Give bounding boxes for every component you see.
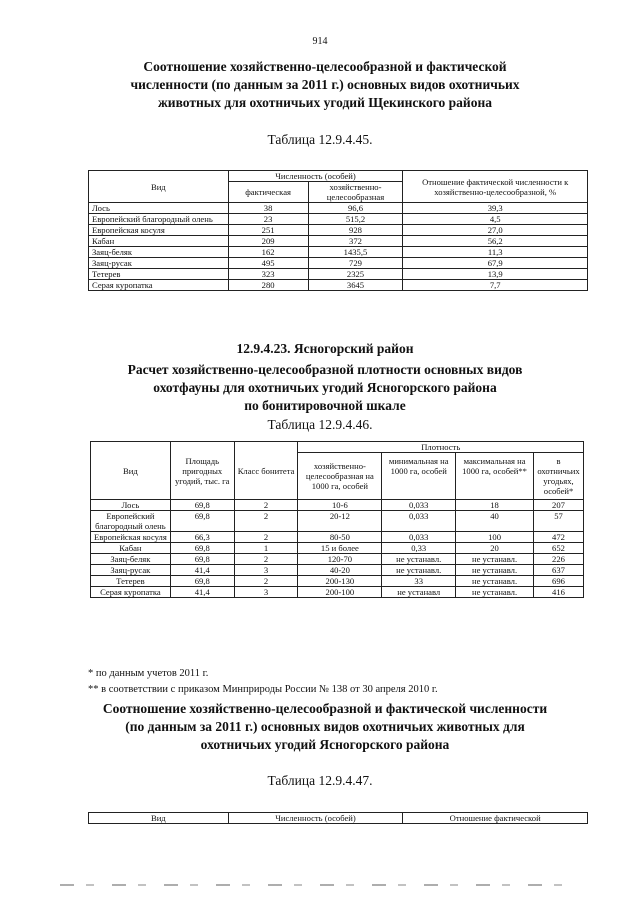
table-row — [91, 532, 584, 543]
cell-class: 2 — [234, 554, 298, 565]
cell-ratio: 13,9 — [403, 269, 588, 280]
cell-class: 3 — [234, 587, 298, 598]
col-header-species: Вид — [89, 171, 229, 203]
cell-in-lands: 652 — [533, 543, 583, 554]
cell-in-lands: 416 — [533, 587, 583, 598]
table-row — [89, 236, 588, 247]
cell-optimal: 2325 — [308, 269, 403, 280]
cell-species: Европейский благородный олень — [91, 511, 171, 532]
cell-actual: 162 — [228, 247, 308, 258]
cell-min-density: не устанавл. — [382, 565, 456, 576]
section3-title-line: Соотношение хозяйственно-целесообразной и фактической численности — [102, 701, 548, 716]
cell-in-lands: 696 — [533, 576, 583, 587]
table-row — [89, 225, 588, 236]
cell-class: 2 — [234, 576, 298, 587]
cell-max-density: не устанавл. — [456, 565, 534, 576]
cell-area: 66,3 — [170, 532, 234, 543]
cell-area: 69,8 — [170, 500, 234, 511]
table-row — [91, 587, 584, 598]
cell-max-density: не устанавл. — [456, 576, 534, 587]
cell-class: 2 — [234, 500, 298, 511]
cell-min-density: 33 — [382, 576, 456, 587]
cell-species: Тетерев — [91, 576, 171, 587]
cell-species: Европейский благородный олень — [89, 214, 229, 225]
cell-max-density: не устанавл. — [456, 587, 534, 598]
cell-min-density: не устанавл — [382, 587, 456, 598]
table-row — [89, 247, 588, 258]
cell-optimal: 96,6 — [308, 203, 403, 214]
table-row — [89, 280, 588, 291]
cell-class: 2 — [234, 532, 298, 543]
cell-max-density: 40 — [456, 511, 534, 532]
table-row — [91, 576, 584, 587]
cell-area: 41,4 — [170, 587, 234, 598]
cell-optimal-density: 200-100 — [298, 587, 382, 598]
table-row — [89, 214, 588, 225]
section2-title-line: охотфауны для охотничьих угодий Ясногорского района — [153, 380, 497, 395]
cell-max-density: 20 — [456, 543, 534, 554]
cell-optimal-density: 120-70 — [298, 554, 382, 565]
section2-title-line: по бонитировочной шкале — [244, 398, 406, 413]
table-row — [91, 511, 584, 532]
table-12-9-4-45 — [88, 170, 588, 291]
col-header-max-density: максимальная на 1000 га, особей** — [456, 453, 534, 500]
cell-optimal: 3645 — [308, 280, 403, 291]
cell-species: Тетерев — [89, 269, 229, 280]
table-row — [91, 554, 584, 565]
cell-species: Заяц-беляк — [91, 554, 171, 565]
col-header-ratio: Отношение фактической — [403, 813, 588, 824]
table-row — [89, 203, 588, 214]
table-12-9-4-47 — [88, 812, 588, 824]
table-row — [91, 565, 584, 576]
section2-table-caption: Таблица 12.9.4.46. — [267, 417, 373, 432]
cell-species: Заяц-беляк — [89, 247, 229, 258]
cell-ratio: 56,2 — [403, 236, 588, 247]
cell-area: 69,8 — [170, 511, 234, 532]
cell-max-density: 18 — [456, 500, 534, 511]
cell-in-lands: 226 — [533, 554, 583, 565]
cell-min-density: не устанавл. — [382, 554, 456, 565]
col-header-optimal-density: хозяйственно-целесообразная на 1000 га, особей — [298, 453, 382, 500]
cell-class: 3 — [234, 565, 298, 576]
cell-species: Европейская косуля — [89, 225, 229, 236]
cell-area: 41,4 — [170, 565, 234, 576]
cell-optimal: 1435,5 — [308, 247, 403, 258]
section2-heading: 12.9.4.23. Ясногорский район — [236, 341, 414, 356]
cell-actual: 38 — [228, 203, 308, 214]
cell-class: 2 — [234, 511, 298, 532]
cell-area: 69,8 — [170, 576, 234, 587]
cell-area: 69,8 — [170, 554, 234, 565]
col-header-count-group: Численность (особей) — [228, 813, 403, 824]
cell-max-density: не устанавл. — [456, 554, 534, 565]
cell-actual: 323 — [228, 269, 308, 280]
section1-table-caption: Таблица 12.9.4.45. — [267, 132, 373, 147]
cell-actual: 280 — [228, 280, 308, 291]
cell-ratio: 7,7 — [403, 280, 588, 291]
cell-class: 1 — [234, 543, 298, 554]
cell-optimal: 372 — [308, 236, 403, 247]
section1-title-line: животных для охотничьих угодий Щекинского района — [158, 95, 492, 110]
col-header-area: Площадь пригодных угодий, тыс. га — [170, 442, 234, 500]
cell-species: Лось — [91, 500, 171, 511]
cell-in-lands: 472 — [533, 532, 583, 543]
table-row — [91, 543, 584, 554]
section3-table-caption: Таблица 12.9.4.47. — [267, 773, 373, 788]
cell-min-density: 0,033 — [382, 511, 456, 532]
cell-ratio: 27,0 — [403, 225, 588, 236]
table-12-9-4-46 — [90, 441, 584, 598]
footnote: * по данным учетов 2011 г. — [88, 668, 209, 679]
cell-actual: 495 — [228, 258, 308, 269]
scan-artifact — [60, 884, 580, 886]
table-row — [89, 269, 588, 280]
cell-ratio: 39,3 — [403, 203, 588, 214]
cell-actual: 251 — [228, 225, 308, 236]
footnote: ** в соответствии с приказом Минприроды России № 138 от 30 апреля 2010 г. — [88, 684, 438, 695]
col-header-density-group: Плотность — [298, 442, 584, 453]
cell-optimal: 928 — [308, 225, 403, 236]
cell-max-density: 100 — [456, 532, 534, 543]
cell-min-density: 0,033 — [382, 500, 456, 511]
col-header-count-group: Численность (особей) — [228, 171, 403, 182]
cell-optimal-density: 40-20 — [298, 565, 382, 576]
cell-optimal-density: 15 и более — [298, 543, 382, 554]
col-header-min-density: минимальная на 1000 га, особей — [382, 453, 456, 500]
cell-species: Серая куропатка — [91, 587, 171, 598]
cell-optimal-density: 200-130 — [298, 576, 382, 587]
cell-species: Серая куропатка — [89, 280, 229, 291]
cell-optimal-density: 80-50 — [298, 532, 382, 543]
table-row — [89, 258, 588, 269]
cell-actual: 209 — [228, 236, 308, 247]
cell-in-lands: 57 — [533, 511, 583, 532]
cell-species: Кабан — [89, 236, 229, 247]
cell-species: Лось — [89, 203, 229, 214]
table-row — [91, 500, 584, 511]
page-number: 914 — [312, 36, 328, 47]
cell-actual: 23 — [228, 214, 308, 225]
cell-in-lands: 207 — [533, 500, 583, 511]
cell-min-density: 0,033 — [382, 532, 456, 543]
cell-species: Заяц-русак — [91, 565, 171, 576]
cell-ratio: 67,9 — [403, 258, 588, 269]
cell-min-density: 0,33 — [382, 543, 456, 554]
section1-title — [70, 58, 580, 112]
cell-ratio: 11,3 — [403, 247, 588, 258]
table-12-9-4-46-body — [91, 500, 584, 598]
cell-optimal-density: 10-6 — [298, 500, 382, 511]
col-header-actual: фактическая — [228, 182, 308, 203]
cell-optimal: 515,2 — [308, 214, 403, 225]
section3-title-line: (по данным за 2011 г.) основных видов охотничьих животных для — [125, 719, 525, 734]
cell-species: Кабан — [91, 543, 171, 554]
section3-title — [60, 700, 590, 754]
cell-ratio: 4,5 — [403, 214, 588, 225]
section1-title-line: численности (по данным за 2011 г.) основных видов охотничьих — [130, 77, 520, 92]
col-header-species: Вид — [91, 442, 171, 500]
cell-optimal-density: 20-12 — [298, 511, 382, 532]
cell-species: Европейская косуля — [91, 532, 171, 543]
col-header-optimal: хозяйственно-целесообразная — [308, 182, 403, 203]
col-header-ratio: Отношение фактической численности к хозяйственно-целесообразной, % — [403, 171, 588, 203]
cell-optimal: 729 — [308, 258, 403, 269]
section3-title-line: охотничьих угодий Ясногорского района — [200, 737, 450, 752]
col-header-species: Вид — [89, 813, 229, 824]
section2-title-line: Расчет хозяйственно-целесообразной плотности основных видов — [127, 362, 523, 377]
section2-title — [70, 361, 580, 415]
cell-species: Заяц-русак — [89, 258, 229, 269]
section1-title-line: Соотношение хозяйственно-целесообразной и фактической — [143, 59, 507, 74]
table-12-9-4-45-body — [89, 203, 588, 291]
cell-area: 69,8 — [170, 543, 234, 554]
col-header-in-lands: в охотничьих угодьях, особей* — [533, 453, 583, 500]
cell-in-lands: 637 — [533, 565, 583, 576]
col-header-class: Класс бонитета — [234, 442, 298, 500]
